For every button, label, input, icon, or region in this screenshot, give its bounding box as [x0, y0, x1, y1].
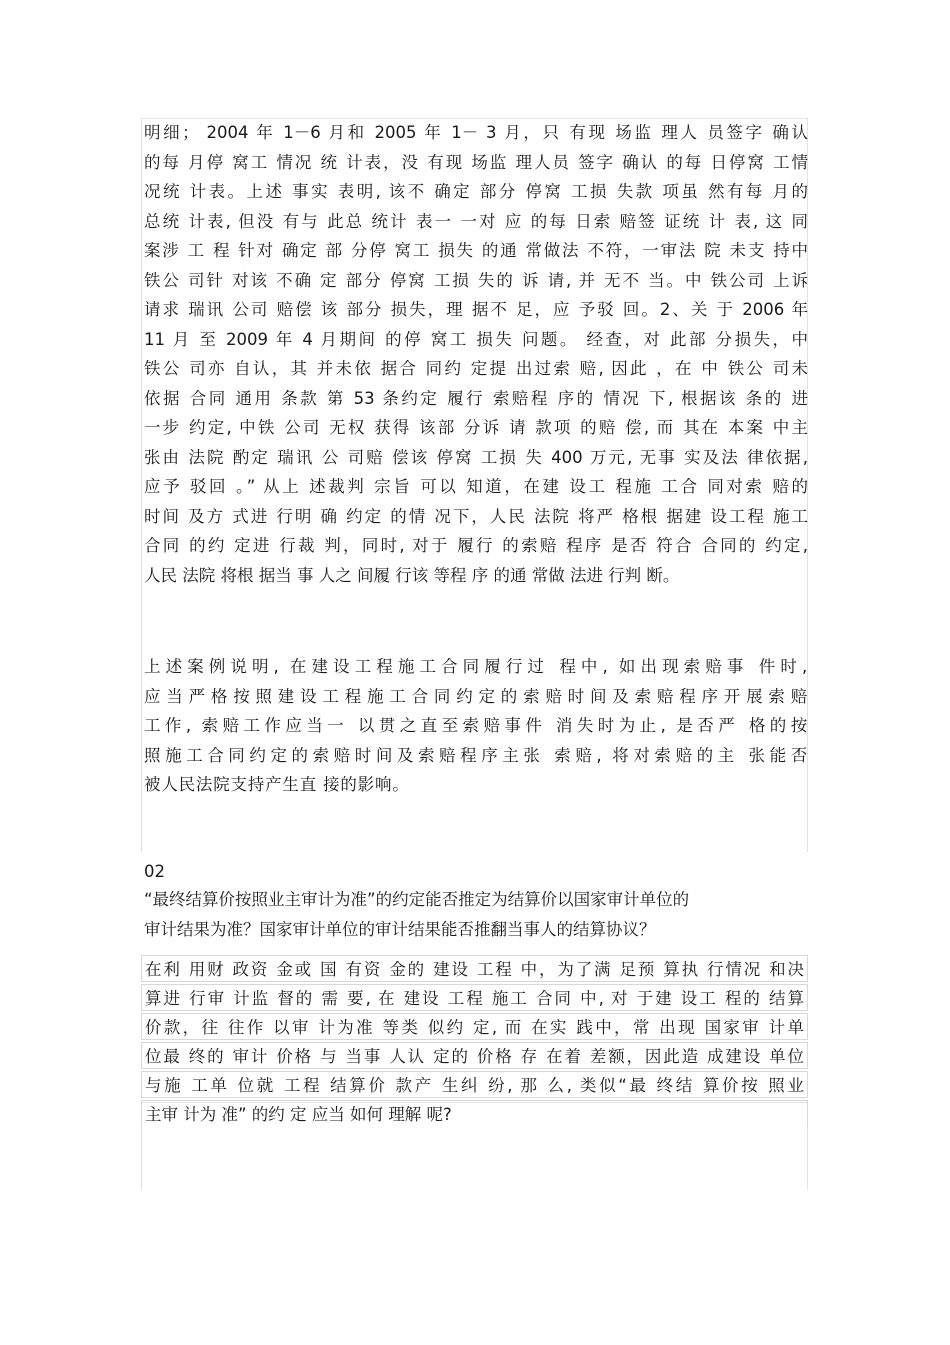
text-line: 工作, 索赔工作应当一 以贯之直至索赔事件 消失时为止, 是否严 格的按 — [144, 716, 808, 735]
text-line: 应当严格按照建设工程施工合同约定的索赔时间及索赔程序开展索赔 — [144, 686, 808, 706]
paragraph-case-detail — [144, 118, 808, 590]
text-line: 11 月 至 2009 年 4 月期间 的停 窝工 损失 问题。 经查，对 此部 分损失，中 — [144, 329, 808, 349]
text-line: 合同 的约 定进 行裁 判，同时, 对于 履行 的索赔 程序 是否 符合 合同的 约定, — [144, 536, 808, 555]
paragraph-case-summary — [144, 652, 808, 800]
text-line: 案涉 工 程 针对 确定 部 分停 窝工 损失 的通 常做法 不符，一审法 院 未支 持中 — [144, 241, 808, 260]
text-line: 铁公 司亦 自认，其 并未依 据合 同约 定提 出过索 赔, 因此 ，在 中 铁公 司未 — [144, 359, 808, 378]
text-line: 一步 约定, 中铁 公司 无权 获得 该部 分诉 请 款项 的赔 偿, 而 其在 本案 中主 — [144, 418, 808, 437]
text-line: 张由 法院 酌定 瑞讯 公 司赔 偿该 停窝 工损 失 400 万元, 无事 实及法 律依据, — [144, 447, 808, 467]
text-line: 铁公 司针 对该 不确 定 部分 停窝 工损 失的 诉 请, 并 无不 当。中 铁公司 上诉 — [144, 270, 808, 290]
text-line: 总统 计表, 但没 有与 此总 统计 表一 一对 应 的每 日索 赔签 证统 计 表, 这 同 — [144, 211, 808, 231]
paragraph-section-intro — [141, 955, 808, 1127]
text-line: 依据 合同 通用 条款 第 53 条约定 履行 索赔程 序的 情况 下, 根据该 条的 进 — [144, 388, 808, 408]
text-line: 算进 行审 计监 督的 需 要, 在 建设 工程 施工 合同 中, 对 于建 设工 程的 结算 — [141, 984, 808, 1011]
text-line: 请求 瑞讯 公司 赔偿 该 部分 损失，理 据不 足，应 予驳 回。2、关 于 2006 年 — [144, 300, 808, 319]
text-line: 主审 计为 准” 的约 定 应当 如何 理解 呢? — [141, 1100, 808, 1127]
text-line: 上述案例说明, 在建设工程施工合同履行过 程中, 如出现索赔事 件时, — [144, 657, 808, 676]
text-line: 被人民法院支持产生直 接的影响。 — [144, 775, 410, 794]
text-line: 位最 终的 审计 价格 与 当事 人认 定的 价格 存 在着 差额，因此造 成建设 单位 — [141, 1042, 808, 1069]
section-number: 02 — [144, 862, 165, 881]
section-heading-line-1: “最终结算价按照业主审计为准”的约定能否推定为结算价以国家审计单位的 — [144, 890, 690, 909]
text-line: 价款，往 往作 以审 计为准 等类 似约 定, 而 在实 践中，常 出现 国家审 计单 — [141, 1013, 808, 1040]
text-line: 照施工合同约定的索赔时间及索赔程序主张 索赔, 将对索赔的主 张能否 — [144, 745, 808, 765]
text-line: 的每 月停 窝工 情况 统 计表，没 有现 场监 理人员 签字 确认 的每 日停窝 工情 — [144, 152, 808, 172]
text-line: 人民 法院 将根 据当 事 人之 间履 行该 等程 序 的通 常做 法进 行判 断。 — [144, 565, 680, 585]
text-line: 应予 驳回 。” 从上 述裁判 宗旨 可以 知道，在建 设工 程施 工合 同对索 赔的 — [144, 477, 808, 496]
text-line: 时间 及方 式进 行明 确 约定 的情 况下，人民 法院 将严 格根 据建 设工程 施工 — [144, 506, 808, 526]
text-line: 明细； 2004 年 1－6 月和 2005 年 1－ 3 月，只 有现 场监 理人 员签字 确认 — [144, 123, 808, 142]
text-line: 与施 工单 位就 工程 结算价 款产 生纠 纷, 那 么, 类似“最 终结 算价按 照业 — [141, 1071, 808, 1098]
section-heading-line-2: 审计结果为准？国家审计单位的审计结果能否推翻当事人的结算协议？ — [144, 920, 656, 939]
text-line: 况统 计表。上述 事实 表明, 该不 确定 部分 停窝 工损 失款 项虽 然有每 月的 — [144, 182, 808, 201]
text-line: 在利 用财 政资 金或 国 有资 金的 建设 工程 中，为了满 足预 算执 行情况 和决 — [141, 955, 808, 982]
